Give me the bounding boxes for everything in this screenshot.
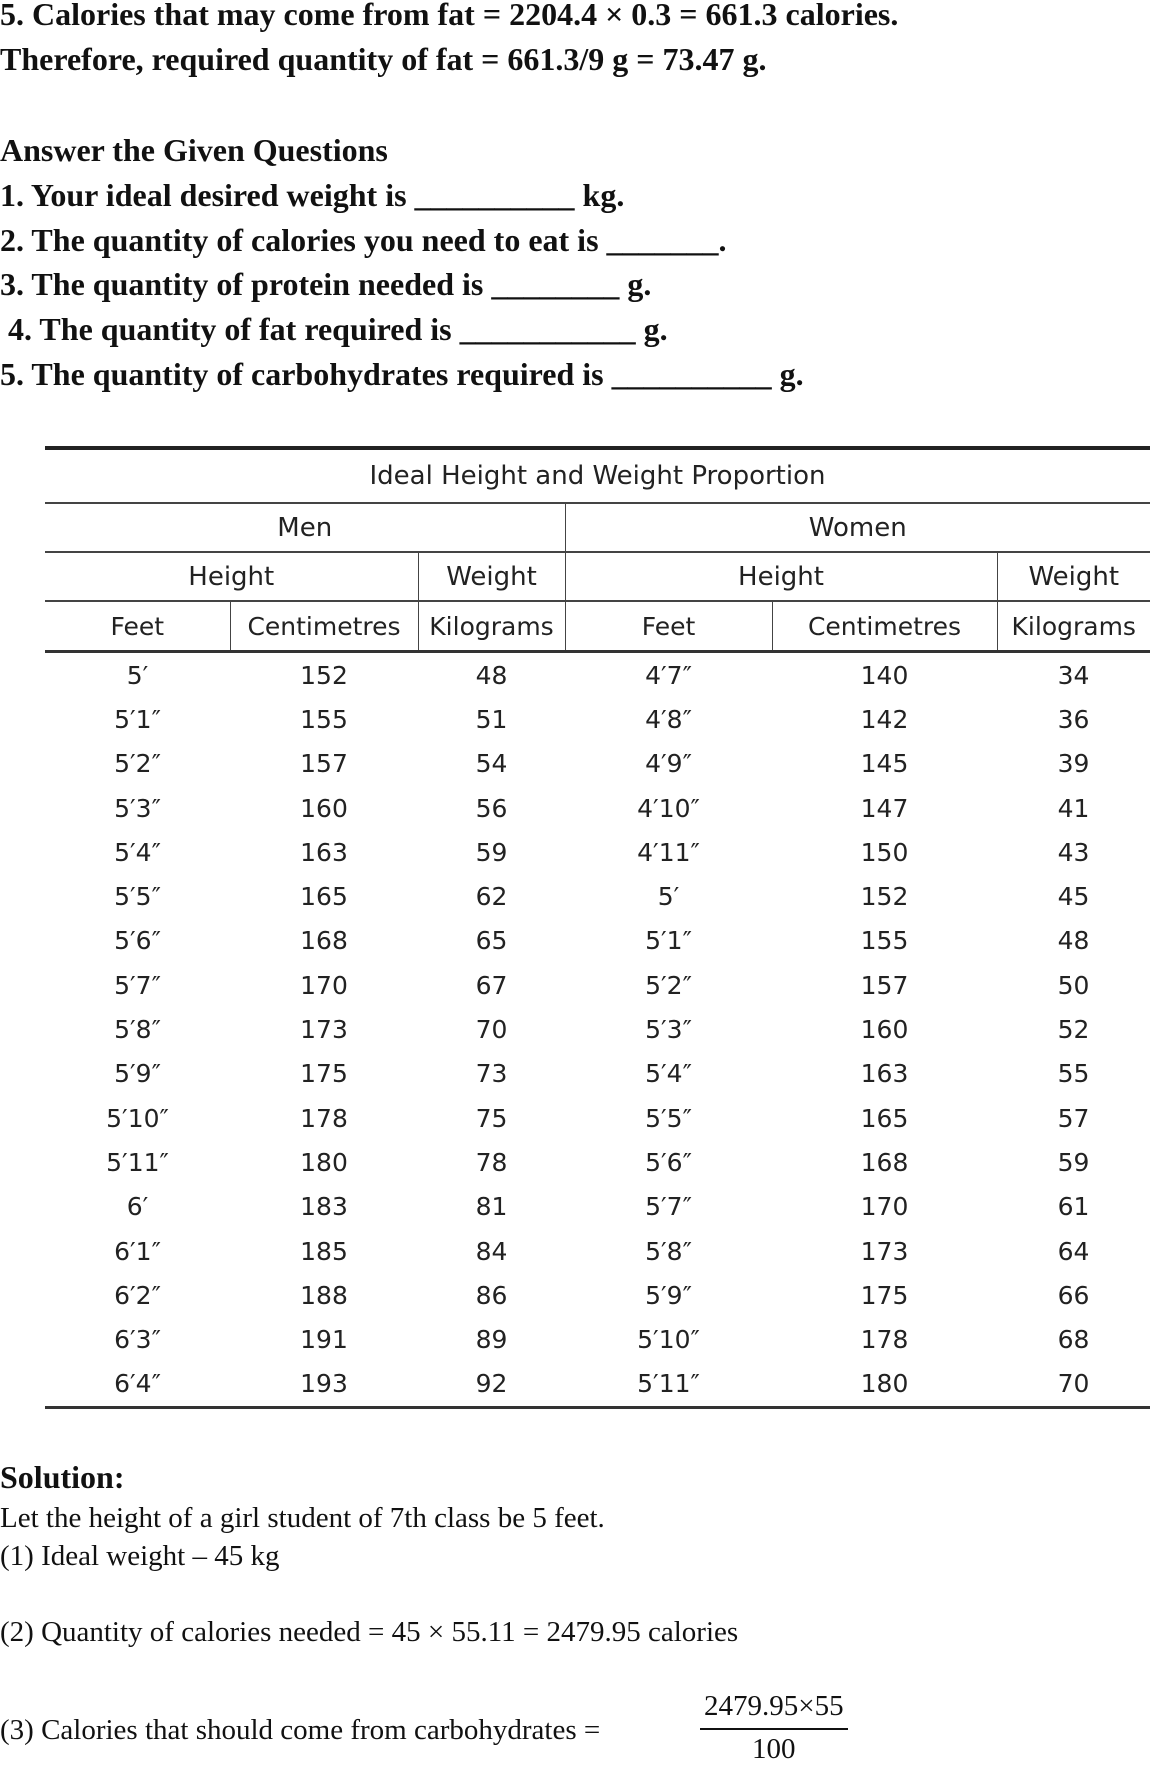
table-cell: 70 [475,1015,508,1045]
table-cell: 5′1″ [645,926,692,956]
table-cell: 4′7″ [645,660,692,690]
table-cell: 191 [300,1325,348,1355]
table-cell: 45 [1057,882,1090,912]
table-cell: 5′5″ [645,1103,692,1133]
table-cell: 180 [772,1362,997,1408]
table-cell: 5′6″ [114,926,161,956]
table-cell: 4′8″ [645,704,692,734]
table-cell: 168 [860,1147,909,1177]
table-cell: 5′8″ [645,1236,692,1266]
table-cell: 145 [860,749,909,779]
table-cell: 5′8″ [114,1015,161,1045]
table-cell: 52 [1057,1015,1090,1045]
table-row [45,1273,1150,1317]
table-cell: 54 [475,749,508,779]
solution-line-4: (3) Calories that should come from carbohydrates = [0,1714,601,1746]
table-cell: 66 [1057,1280,1090,1310]
table-cell: 70 [997,1362,1150,1408]
table-cell: 56 [475,793,508,823]
table-cell: 67 [475,970,508,1000]
table-row [45,697,1150,741]
table-row [45,1229,1150,1273]
question-2: 2. The quantity of calories you need to eat is _______. [0,222,727,258]
table-cell: 155 [300,704,348,734]
col-header: Feet [45,601,230,652]
question-3: 3. The quantity of protein needed is ________ g. [0,266,652,302]
table-cell: 81 [475,1192,508,1222]
table-cell: 6′2″ [114,1280,161,1310]
table-cell: 86 [475,1280,508,1310]
fraction-numerator: 2479.95×55 [700,1688,848,1730]
table-cell: 73 [475,1059,508,1089]
table-cell: 5′ [126,660,149,690]
table-row [45,1140,1150,1184]
table-row [45,830,1150,874]
table-cell: 188 [300,1280,348,1310]
table-title: Ideal Height and Weight Proportion [45,448,1150,503]
solution-line-2: (1) Ideal weight – 45 kg [0,1540,280,1572]
table-cell: 5′10″ [106,1103,169,1133]
table-cell: 92 [418,1362,565,1408]
table-cell: 4′11″ [637,837,700,867]
table-cell: 160 [860,1015,909,1045]
table-cell: 5′6″ [645,1147,692,1177]
table-cell: 5′11″ [106,1147,169,1177]
table-cell: 5′10″ [637,1325,700,1355]
solution-line-1: Let the height of a girl student of 7th class be 5 feet. [0,1502,605,1534]
table-row [45,1096,1150,1140]
table-cell: 61 [1057,1192,1090,1222]
table-cell: 59 [1057,1147,1090,1177]
table-cell: 178 [300,1103,348,1133]
table-cell: 50 [1057,970,1090,1000]
table-row [45,742,1150,786]
women-weight-header: Weight [997,552,1150,601]
col-header: Kilograms [997,601,1150,652]
table-cell: 5′7″ [645,1192,692,1222]
table-cell: 78 [475,1147,508,1177]
table-cell: 5′5″ [114,882,161,912]
table-cell: 6′4″ [45,1362,230,1408]
question-1: 1. Your ideal desired weight is __________ kg. [0,177,625,213]
table-cell: 62 [475,882,508,912]
col-header: Feet [565,601,772,652]
table-row [45,963,1150,1007]
table-cell: 178 [860,1325,909,1355]
table-cell: 48 [475,660,508,690]
table-cell: 39 [1057,749,1090,779]
table-row [45,786,1150,830]
col-header: Kilograms [418,601,565,652]
table-cell: 55 [1057,1059,1090,1089]
table-cell: 180 [300,1147,348,1177]
men-height-header: Height [45,552,418,601]
table-cell: 65 [475,926,508,956]
table-cell: 51 [475,704,508,734]
question-5: 5. The quantity of carbohydrates required is __________ g. [0,356,804,392]
table-cell: 170 [860,1192,909,1222]
table-cell: 165 [300,882,348,912]
table-cell: 5′7″ [114,970,161,1000]
table-cell: 48 [1057,926,1090,956]
table-cell: 34 [1057,660,1090,690]
table-cell: 5′ [657,882,680,912]
group-women: Women [565,503,1150,552]
table-cell: 75 [475,1103,508,1133]
table-cell: 5′9″ [114,1059,161,1089]
table-cell: 5′2″ [645,970,692,1000]
table-cell: 185 [300,1236,348,1266]
table-cell: 5′9″ [645,1280,692,1310]
table-cell: 5′11″ [565,1362,772,1408]
table-cell: 4′10″ [637,793,700,823]
men-weight-header: Weight [418,552,565,601]
table-cell: 5′2″ [114,749,161,779]
table-cell: 64 [1057,1236,1090,1266]
table-cell: 193 [230,1362,418,1408]
table-row [45,1007,1150,1051]
col-header: Centimetres [772,601,997,652]
table-row [45,1317,1150,1361]
table-row [45,1052,1150,1096]
table-cell: 147 [860,793,909,823]
table-cell: 150 [860,837,909,867]
table-cell: 168 [300,926,348,956]
table-cell: 59 [475,837,508,867]
table-row [45,1362,1150,1408]
solution-line-3: (2) Quantity of calories needed = 45 × 55.11 = 2479.95 calories [0,1616,739,1648]
table-cell: 89 [475,1325,508,1355]
group-men: Men [45,503,565,552]
table-cell: 165 [860,1103,909,1133]
table-cell: 5′4″ [645,1059,692,1089]
table-cell: 6′ [126,1192,149,1222]
intro-line-1: 5. Calories that may come from fat = 2204.4 × 0.3 = 661.3 calories. [0,0,899,32]
table-cell: 173 [300,1015,348,1045]
women-height-header: Height [565,552,997,601]
table-row [45,874,1150,918]
table-cell: 5′4″ [114,837,161,867]
table-cell: 152 [300,660,348,690]
table-cell: 152 [860,882,909,912]
table-row [45,652,1150,698]
height-weight-table [45,446,1150,1409]
table-cell: 157 [300,749,348,779]
table-cell: 140 [860,660,909,690]
table-cell: 160 [300,793,348,823]
question-4: 4. The quantity of fat required is ___________ g. [0,311,668,347]
table-cell: 155 [860,926,909,956]
solution-heading: Solution: [0,1459,125,1495]
table-cell: 170 [300,970,348,1000]
table-cell: 5′1″ [114,704,161,734]
table-cell: 175 [300,1059,348,1089]
table-cell: 41 [1057,793,1090,823]
table-cell: 142 [860,704,909,734]
questions-heading: Answer the Given Questions [0,132,388,168]
fraction-denominator: 100 [752,1733,796,1765]
table-cell: 57 [1057,1103,1090,1133]
table-cell: 173 [860,1236,909,1266]
table-cell: 68 [1057,1325,1090,1355]
intro-line-2: Therefore, required quantity of fat = 661.3/9 g = 73.47 g. [0,41,767,77]
fraction [700,1688,848,1768]
table-cell: 6′1″ [114,1236,161,1266]
table-cell: 183 [300,1192,348,1222]
table-cell: 163 [860,1059,909,1089]
table-cell: 5′3″ [114,793,161,823]
table-cell: 175 [860,1280,909,1310]
table-cell: 157 [860,970,909,1000]
table-cell: 43 [1057,837,1090,867]
table-row [45,919,1150,963]
table-row [45,1185,1150,1229]
table-cell: 84 [475,1236,508,1266]
table-cell: 4′9″ [645,749,692,779]
table-cell: 163 [300,837,348,867]
table-cell: 36 [1057,704,1090,734]
col-header: Centimetres [230,601,418,652]
table-cell: 6′3″ [114,1325,161,1355]
table-cell: 5′3″ [645,1015,692,1045]
